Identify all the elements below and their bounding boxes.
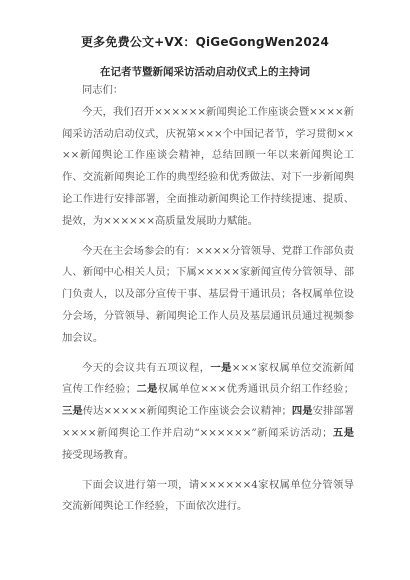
agenda-item-3-label: 三是	[62, 405, 83, 418]
salutation: 同志们：	[82, 84, 124, 96]
agenda-item-2-text: 权属单位×××优秀通讯员介绍工作经验；	[157, 383, 355, 396]
agenda-item-5-label: 五是	[332, 426, 355, 439]
document-body	[62, 80, 354, 526]
paragraph-agenda	[62, 358, 354, 467]
agenda-item-3-text: 传达×××××新闻舆论工作座谈会会议精神；	[82, 405, 292, 418]
paragraph-attendees: 今天在主会场参会的有：××××分管领导、党群工作部负责人、新闻中心相关人员；下属×××××家新闻宣传分管领导、部门负责人，以及部分宣传干事、基层骨干通讯员；各权属单位设分会场，分管领导、新闻舆论工作人员及基层通讯员通过视频参加会议。	[62, 244, 354, 344]
paragraph-opening: 今天，我们召开××××××新闻舆论工作座谈会暨××××新闻采访活动启动仪式，庆祝第×××个中国记者节，学习贯彻××××新闻舆论工作座谈会精神，总结回顾一年以来新闻舆论工作、交流新闻舆论工作的典型经验和优秀做法、对下一步新闻舆论工作进行安排部署，全面推动新闻舆论工作持续提速、提质、提效，为××××××高质量发展助力赋能。	[62, 105, 354, 227]
agenda-item-4-label: 四是	[291, 405, 313, 418]
agenda-item-5-text: 接受现场教育。	[62, 448, 135, 461]
agenda-item-1-label: 一是	[210, 361, 232, 374]
agenda-intro: 今天的会议共有五项议程，	[82, 361, 211, 374]
paragraph-first-item: 下面会议进行第一项，请××××××4家权属单位分管领导交流新闻舆论工作经验，下面依次进行。	[62, 478, 354, 513]
promo-banner: 更多免费公文+VX：QiGeGongWen2024	[80, 35, 329, 49]
agenda-item-4-text: 安排部署××××新闻舆论工作并启动“××××××”新闻采访活动；	[62, 405, 355, 439]
document-title: 在记者节暨新闻采访活动启动仪式上的主持词	[100, 66, 310, 78]
agenda-item-1-text: ×××家权属单位交流新闻宣传工作经验；	[62, 361, 354, 396]
agenda-item-2-label: 二是	[136, 383, 158, 396]
